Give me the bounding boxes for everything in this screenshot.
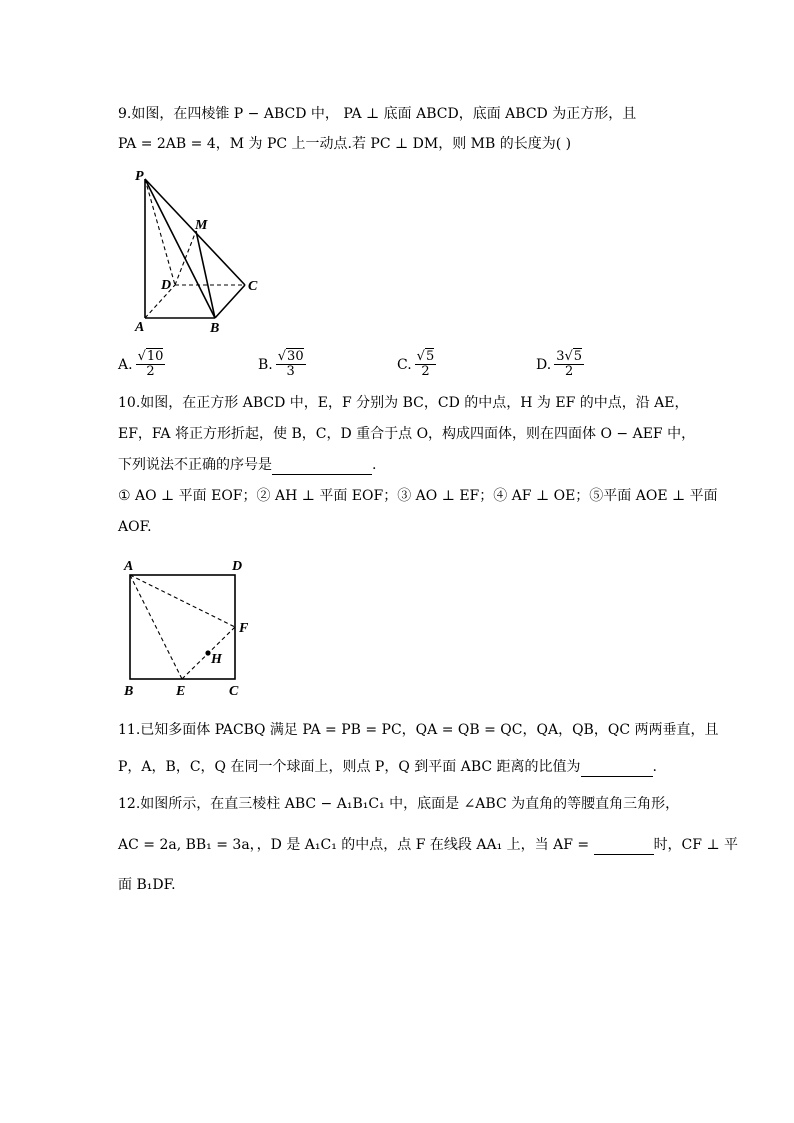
label-f: F bbox=[239, 621, 249, 636]
q10-line-5: AOF. bbox=[118, 519, 152, 535]
q10-line-3-text: 下列说法不正确的序号是 bbox=[118, 457, 272, 473]
q9-option-c[interactable]: C. $\frac{√5}{2}$ bbox=[397, 349, 435, 379]
q12-line-2-text: AC = 2a, BB₁ = 3a，，D 是 A₁C₁ 的中点，点 F 在线段 AA₁ 上，当 AF = bbox=[118, 837, 590, 853]
q10-answer-blank[interactable] bbox=[272, 460, 372, 475]
q12-answer-blank[interactable] bbox=[594, 840, 654, 855]
edge-bc bbox=[215, 285, 245, 318]
q10-line-3 bbox=[118, 455, 376, 475]
label-d: D bbox=[161, 278, 172, 293]
q10-line-3-end: . bbox=[372, 457, 377, 473]
q11-line-1: 11.已知多面体 PACBQ 满足 PA = PB = PC，QA = QB = QC，QA，QB，QC 两两垂直，且 bbox=[118, 722, 719, 738]
label-b: B bbox=[124, 684, 134, 699]
q10-line-1: 10.如图，在正方形 ABCD 中，E，F 分别为 BC，CD 的中点，H 为 EF 的中点，沿 AE， bbox=[118, 395, 689, 411]
q10-line-4: ① AO ⊥ 平面 EOF；② AH ⊥ 平面 EOF；③ AO ⊥ EF；④ AF ⊥ OE；⑤平面 AOE ⊥ 平面 bbox=[118, 488, 718, 504]
label-m: M bbox=[195, 218, 208, 233]
q9-option-a[interactable]: A. $\frac{√10}{2}$ bbox=[118, 349, 164, 379]
q9-line-1: 9.如图，在四棱锥 P − ABCD 中， PA ⊥ 底面 ABCD，底面 ABCD 为正方形，且 bbox=[118, 106, 637, 122]
q9-option-b[interactable]: B. $\frac{√30}{3}$ bbox=[258, 349, 304, 379]
label-c: C bbox=[248, 279, 258, 294]
label-a: A bbox=[124, 559, 134, 574]
label-b: B bbox=[210, 321, 220, 336]
q12-line-1: 12.如图所示，在直三棱柱 ABC − A₁B₁C₁ 中，底面是 ∠ABC 为直角的等腰直角三角形， bbox=[118, 796, 680, 812]
label-p: P bbox=[135, 169, 144, 184]
q11-line-2-end: . bbox=[652, 759, 657, 775]
label-c: C bbox=[229, 684, 239, 699]
q10-square-figure bbox=[118, 555, 258, 700]
point-h bbox=[205, 650, 210, 655]
q12-line-3: 面 B₁DF. bbox=[118, 877, 176, 893]
q11-answer-blank[interactable] bbox=[581, 762, 653, 777]
q9-line-2: PA = 2AB = 4，M 为 PC 上一动点.若 PC ⊥ DM，则 MB 的长度为( ) bbox=[118, 136, 572, 152]
q10-line-2: EF，FA 将正方形折起，使 B，C，D 重合于点 O，构成四面体，则在四面体 O − AEF 中， bbox=[118, 426, 696, 442]
fold-ae bbox=[130, 575, 182, 679]
q11-line-2 bbox=[118, 757, 657, 777]
label-e: E bbox=[176, 684, 186, 699]
q12-line-2-end: 时，CF ⊥ 平 bbox=[653, 837, 739, 853]
q12-line-2 bbox=[118, 835, 738, 855]
label-a: A bbox=[135, 320, 145, 335]
fold-af bbox=[130, 575, 235, 627]
q9-option-d[interactable]: D. $\frac{3√5}{2}$ bbox=[536, 349, 583, 379]
segment-dm bbox=[175, 231, 196, 285]
label-d: D bbox=[232, 559, 243, 574]
q9-pyramid-figure bbox=[125, 165, 265, 337]
label-h: H bbox=[211, 652, 222, 667]
q11-line-2-text: P，A，B，C，Q 在同一个球面上，则点 P，Q 到平面 ABC 距离的比值为 bbox=[118, 759, 581, 775]
edge-pb bbox=[145, 179, 215, 318]
